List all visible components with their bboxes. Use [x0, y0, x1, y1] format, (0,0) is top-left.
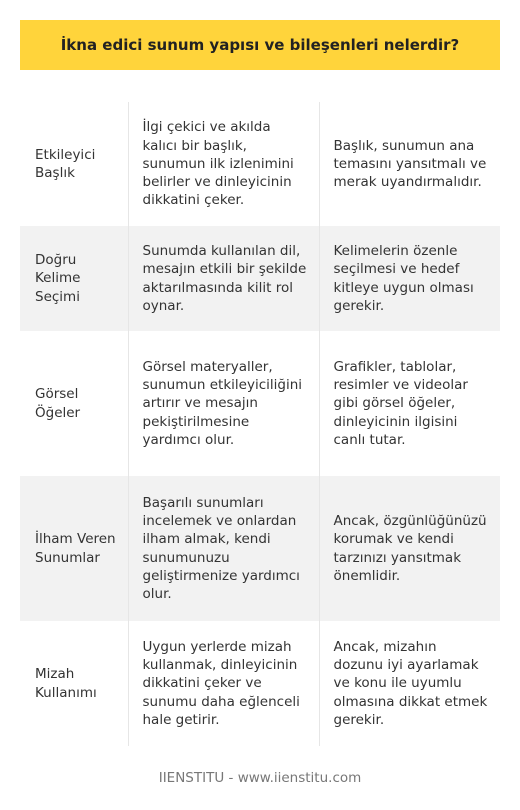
content-table — [20, 102, 500, 746]
row-note: Ancak, mizahın dozunu iyi ayarlamak ve konu ile uyumlu olmasına dikkat etmek gerekir. — [319, 621, 500, 746]
row-description: Görsel materyaller, sunumun etkileyiciliğini artırır ve mesajın pekiştirilmesine yardımcı olur. — [128, 331, 319, 476]
row-label: Görsel Öğeler — [20, 331, 128, 476]
table-row — [20, 102, 500, 226]
row-note: Başlık, sunumun ana temasını yansıtmalı ve merak uyandırmalıdır. — [319, 102, 500, 226]
row-label: Etkileyici Başlık — [20, 102, 128, 226]
row-label: İlham Veren Sunumlar — [20, 476, 128, 621]
row-description: Sunumda kullanılan dil, mesajın etkili bir şekilde aktarılmasında kilit rol oynar. — [128, 226, 319, 331]
footer-credit: IIENSTITU - www.iienstitu.com — [158, 770, 362, 786]
table-row — [20, 621, 500, 746]
row-note: Ancak, özgünlüğünüzü korumak ve kendi tarzınızı yansıtmak önemlidir. — [319, 476, 500, 621]
row-note: Grafikler, tablolar, resimler ve videolar gibi görsel öğeler, dinleyicinin ilgisini canlı tutar. — [319, 331, 500, 476]
row-description: İlgi çekici ve akılda kalıcı bir başlık, sunumun ilk izlenimini belirler ve dinleyicinin dikkatini çeker. — [128, 102, 319, 226]
row-description: Uygun yerlerde mizah kullanmak, dinleyicinin dikkatini çeker ve sunumu daha eğlenceli hale getirir. — [128, 621, 319, 746]
table-row — [20, 331, 500, 476]
page-title: İkna edici sunum yapısı ve bileşenleri nelerdir? — [60, 36, 460, 54]
table-row — [20, 226, 500, 331]
table-row — [20, 476, 500, 621]
title-banner — [20, 20, 500, 70]
row-label: Doğru Kelime Seçimi — [20, 226, 128, 331]
row-note: Kelimelerin özenle seçilmesi ve hedef kitleye uygun olması gerekir. — [319, 226, 500, 331]
row-description: Başarılı sunumları incelemek ve onlardan ilham almak, kendi sunumunuzu geliştirmenize yardımcı olur. — [128, 476, 319, 621]
content-table-wrapper — [20, 102, 500, 746]
row-label: Mizah Kullanımı — [20, 621, 128, 746]
